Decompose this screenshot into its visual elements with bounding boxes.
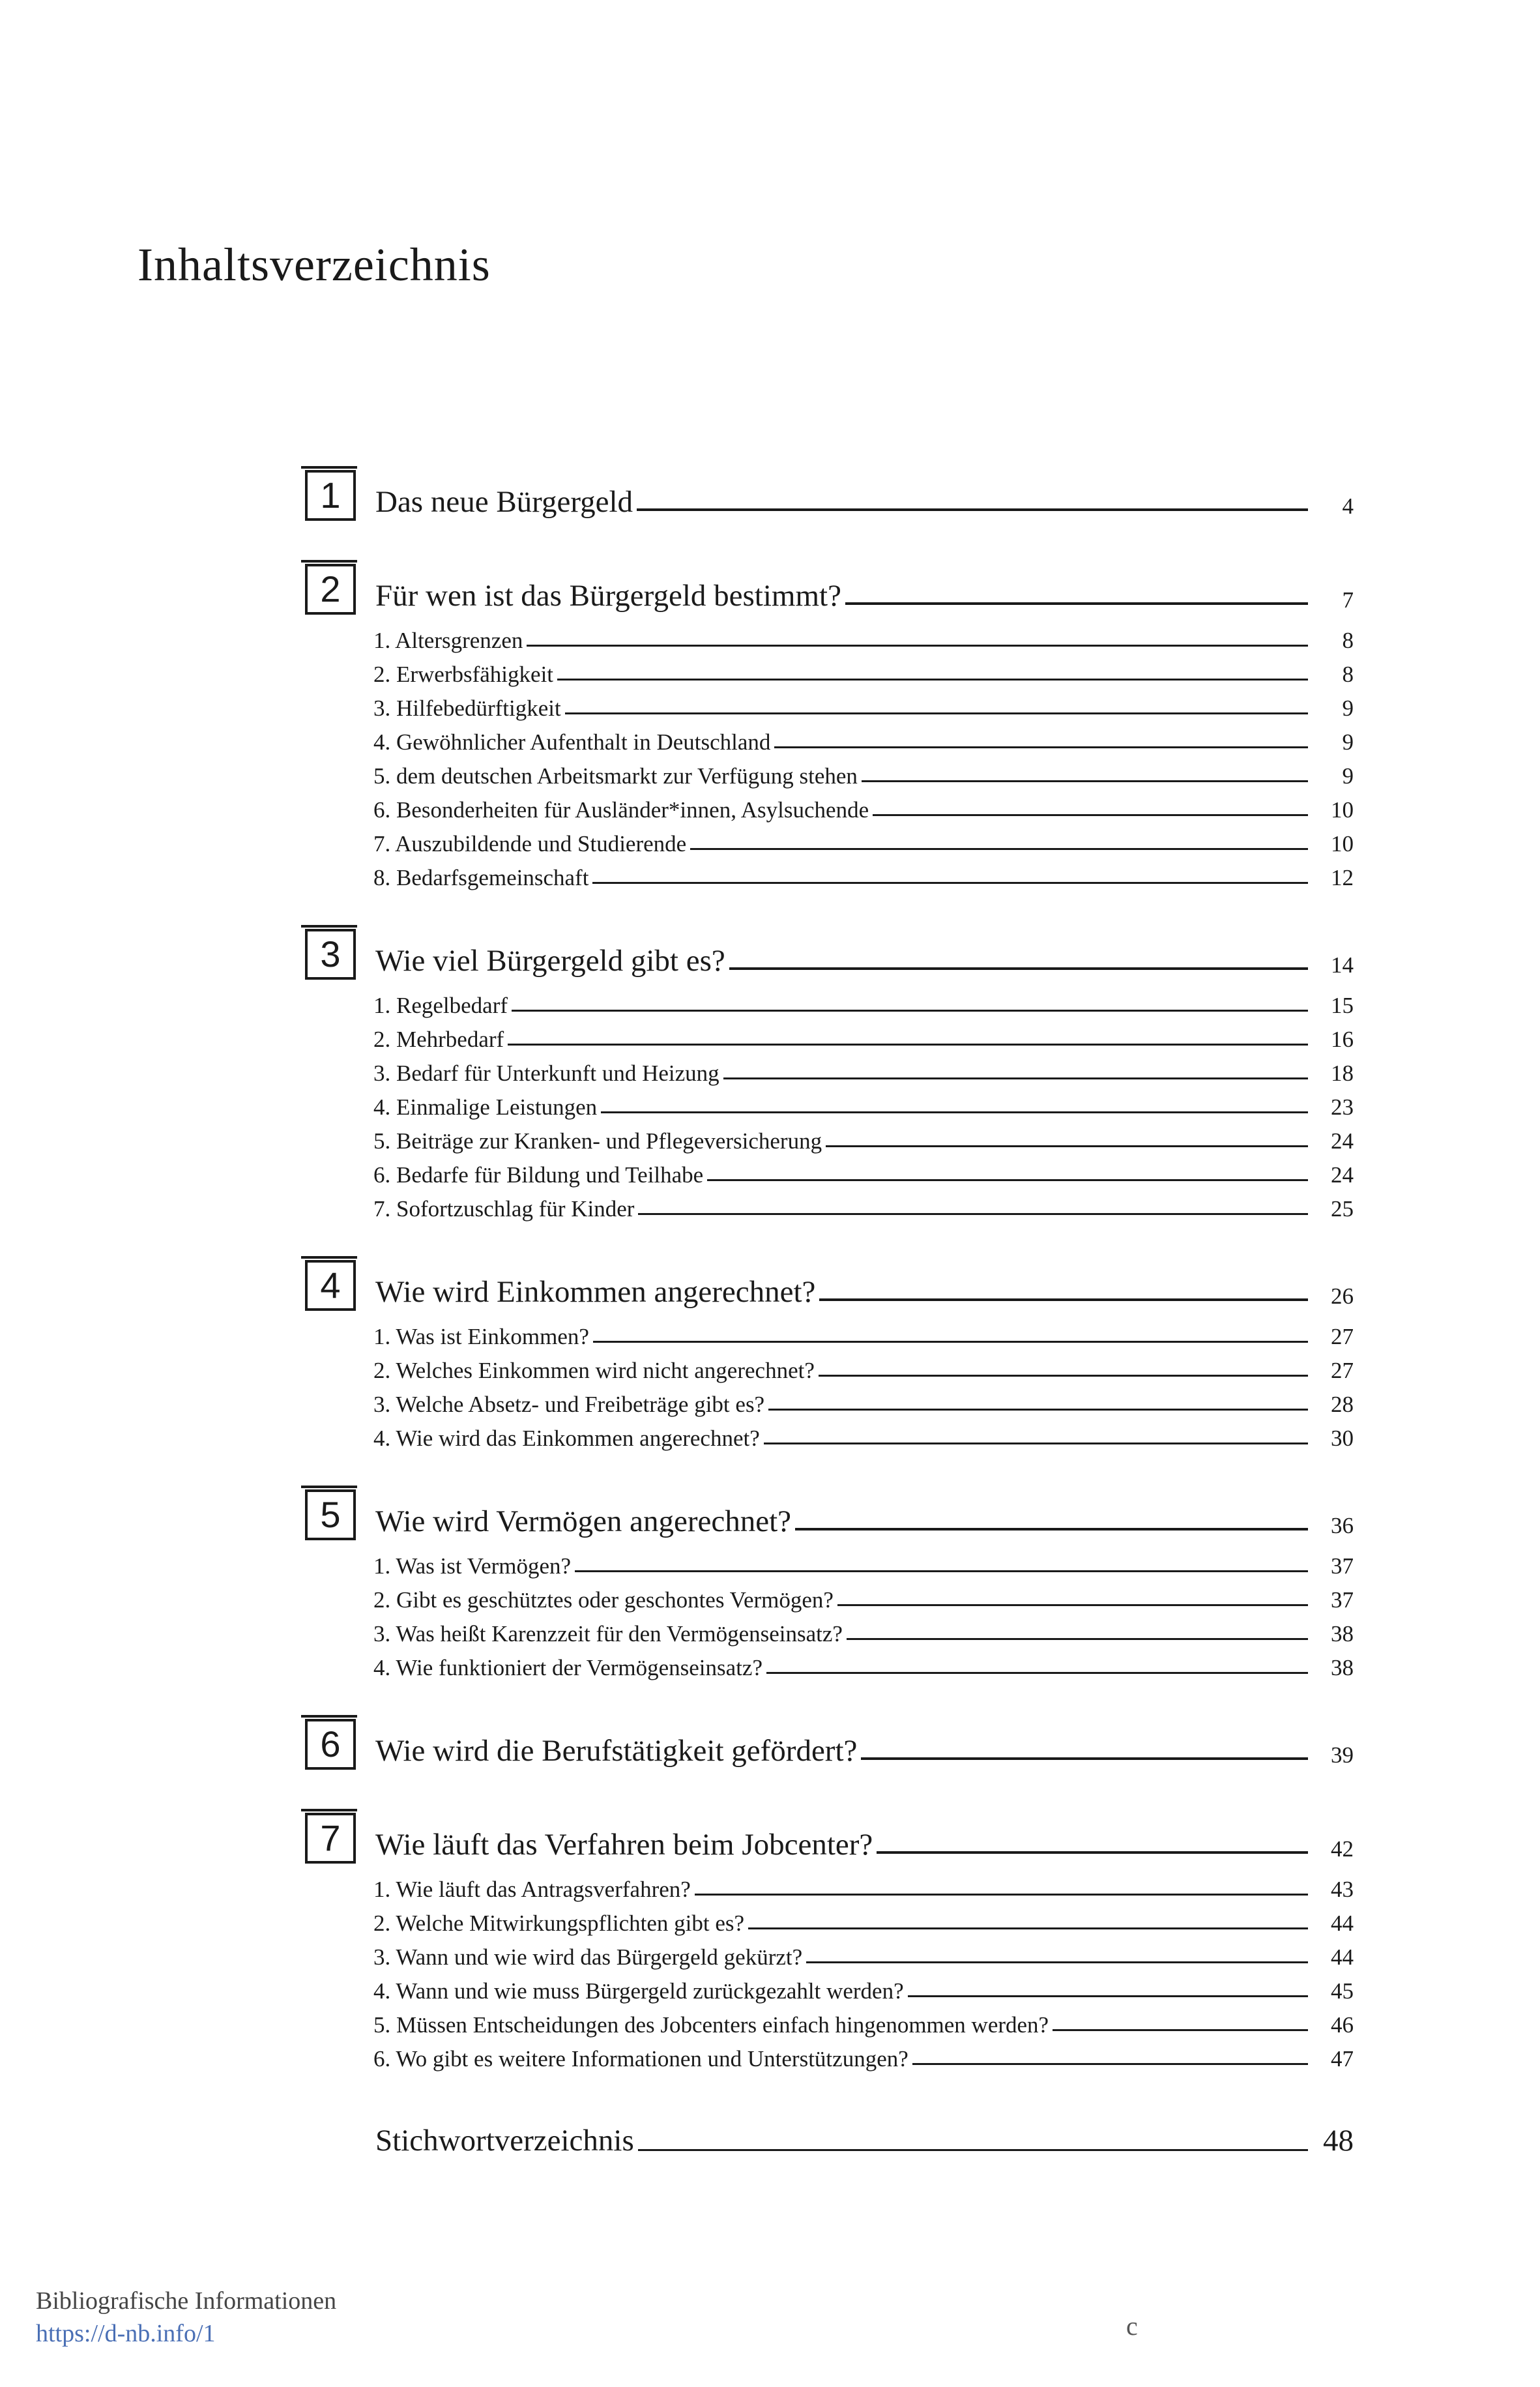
section-title[interactable]: 4. Gewöhnlicher Aufenthalt in Deutschland [373, 729, 771, 755]
chapter-title-row[interactable] [375, 1733, 1354, 1768]
section-page-number: 46 [1331, 2012, 1354, 2038]
leader-line [795, 1528, 1308, 1530]
toc-chapter [301, 1256, 1354, 1452]
section-page-number: 37 [1331, 1553, 1354, 1579]
chapter-title-row[interactable] [375, 943, 1354, 978]
section-page-number: 47 [1331, 2046, 1354, 2072]
chapter-heading[interactable] [301, 560, 1354, 620]
leader-line [638, 2149, 1308, 2151]
footer-link[interactable]: https://d-nb.info/1 [36, 2320, 216, 2347]
section-title[interactable]: 3. Welche Absetz- und Freibeträge gibt es? [373, 1392, 765, 1417]
leader-line [508, 1044, 1308, 1046]
toc-index-entry[interactable] [375, 2106, 1354, 2158]
section-page-number: 27 [1331, 1324, 1354, 1349]
chapter-heading[interactable] [301, 466, 1354, 526]
section-title[interactable]: 1. Was ist Einkommen? [373, 1324, 589, 1349]
section-page-number: 30 [1331, 1426, 1354, 1451]
toc-section-entry[interactable] [373, 2038, 1354, 2072]
footer-line-1: Bibliografische Informationen [36, 2287, 337, 2315]
index-title[interactable]: Stichwortverzeichnis [375, 2124, 634, 2158]
leader-line [908, 1995, 1308, 1997]
section-title[interactable]: 1. Was ist Vermögen? [373, 1553, 572, 1579]
toc-section-entry[interactable] [373, 985, 1354, 1019]
section-title[interactable]: 1. Wie läuft das Antragsverfahren? [373, 1877, 691, 1902]
section-page-number: 8 [1342, 628, 1354, 653]
toc-section-entry[interactable] [373, 1869, 1354, 1903]
leader-line [873, 814, 1308, 816]
chapter-number-box: 4 [305, 1260, 356, 1311]
toc-section-entry[interactable] [373, 1613, 1354, 1647]
leader-line [819, 1298, 1308, 1301]
leader-line [837, 1604, 1308, 1606]
leader-line [729, 967, 1308, 970]
toc-chapter [301, 925, 1354, 1222]
toc-section-entry[interactable] [373, 1053, 1354, 1087]
footer-bibliographic-info [36, 2285, 336, 2350]
chapter-heading[interactable] [301, 1715, 1354, 1775]
section-title[interactable]: 3. Was heißt Karenzzeit für den Vermögenseinsatz? [373, 1621, 843, 1647]
chapter-title-row[interactable] [375, 578, 1354, 613]
chapter-number-bar [301, 466, 357, 469]
chapter-page-number: 36 [1331, 1513, 1354, 1538]
section-title[interactable]: 4. Wann und wie muss Bürgergeld zurückgezahlt werden? [373, 1978, 904, 2004]
chapter-number-bar [301, 1809, 357, 1811]
section-page-number: 23 [1331, 1094, 1354, 1120]
section-page-number: 15 [1331, 993, 1354, 1018]
page-mark: c [1126, 2311, 1138, 2341]
toc-section-entry[interactable] [373, 1903, 1354, 1937]
page-title: Inhaltsverzeichnis [138, 239, 491, 291]
leader-line [819, 1375, 1308, 1377]
toc-section-entry[interactable] [373, 1154, 1354, 1188]
toc-section-entry[interactable] [373, 1937, 1354, 1970]
section-page-number: 18 [1331, 1061, 1354, 1086]
section-title[interactable]: 3. Hilfebedürftigkeit [373, 696, 561, 721]
toc-chapter [301, 1486, 1354, 1681]
chapter-title-row[interactable] [375, 1827, 1354, 1862]
toc-section-entry[interactable] [373, 688, 1354, 722]
toc-section-entry[interactable] [373, 1188, 1354, 1222]
leader-line [637, 508, 1308, 511]
leader-line [861, 1757, 1308, 1760]
chapter-title[interactable]: Wie wird die Berufstätigkeit gefördert? [375, 1734, 858, 1768]
toc-section-entry[interactable] [373, 1019, 1354, 1053]
leader-line [575, 1570, 1308, 1572]
leader-line [764, 1442, 1308, 1444]
section-page-number: 10 [1331, 831, 1354, 857]
section-page-number: 12 [1331, 865, 1354, 890]
section-page-number: 45 [1331, 1978, 1354, 2004]
chapter-page-number: 4 [1342, 493, 1354, 519]
section-title[interactable]: 8. Bedarfsgemeinschaft [373, 865, 589, 890]
chapter-page-number: 42 [1331, 1836, 1354, 1862]
toc-chapter [301, 560, 1354, 891]
section-title[interactable]: 1. Altersgrenzen [373, 628, 523, 653]
chapter-title[interactable]: Wie läuft das Verfahren beim Jobcenter? [375, 1828, 873, 1862]
leader-line [806, 1961, 1308, 1963]
section-page-number: 24 [1331, 1162, 1354, 1188]
leader-line [601, 1111, 1308, 1113]
section-page-number: 16 [1331, 1027, 1354, 1052]
leader-line [695, 1894, 1308, 1896]
section-page-number: 9 [1342, 729, 1354, 755]
leader-line [766, 1672, 1308, 1674]
section-title[interactable]: 4. Wie funktioniert der Vermögenseinsatz? [373, 1655, 763, 1680]
toc-section-entry[interactable] [373, 1120, 1354, 1154]
leader-line [826, 1145, 1308, 1147]
section-title[interactable]: 6. Bedarfe für Bildung und Teilhabe [373, 1162, 704, 1188]
leader-line [707, 1179, 1308, 1181]
section-page-number: 37 [1331, 1587, 1354, 1613]
toc-section-entry[interactable] [373, 654, 1354, 688]
toc-section-entry[interactable] [373, 789, 1354, 823]
section-title[interactable]: 2. Welches Einkommen wird nicht angerechnet? [373, 1358, 815, 1383]
chapter-number-bar [301, 1715, 357, 1718]
chapter-title-row[interactable] [375, 1504, 1354, 1539]
toc-chapter [301, 466, 1354, 526]
toc-chapter [301, 1715, 1354, 1775]
section-title[interactable]: 5. Beiträge zur Kranken- und Pflegeversicherung [373, 1128, 822, 1154]
section-title[interactable]: 1. Regelbedarf [373, 993, 508, 1018]
section-page-number: 27 [1331, 1358, 1354, 1383]
chapter-title[interactable]: Wie viel Bürgergeld gibt es? [375, 944, 725, 978]
leader-line [565, 712, 1308, 714]
toc-section-entry[interactable] [373, 1384, 1354, 1418]
leader-line [748, 1927, 1308, 1929]
chapter-heading[interactable] [301, 1809, 1354, 1869]
chapter-heading[interactable] [301, 925, 1354, 985]
toc-section-entry[interactable] [373, 1545, 1354, 1579]
toc-section-entry[interactable] [373, 1970, 1354, 2004]
toc-section-entry[interactable] [373, 1316, 1354, 1350]
section-page-number: 25 [1331, 1196, 1354, 1222]
leader-line [912, 2063, 1308, 2065]
chapter-title[interactable]: Wie wird Vermögen angerechnet? [375, 1504, 791, 1538]
chapter-number-bar [301, 560, 357, 563]
leader-line [592, 882, 1308, 884]
section-page-number: 44 [1331, 1911, 1354, 1936]
section-page-number: 43 [1331, 1877, 1354, 1902]
leader-line [557, 679, 1308, 681]
chapter-page-number: 14 [1331, 952, 1354, 978]
chapter-number-box: 3 [305, 929, 356, 980]
leader-line [768, 1409, 1308, 1411]
chapter-title-row[interactable] [375, 484, 1354, 520]
section-title[interactable]: 5. Müssen Entscheidungen des Jobcenters einfach hingenommen werden? [373, 2012, 1049, 2038]
leader-line [593, 1341, 1308, 1343]
toc-section-entry[interactable] [373, 1579, 1354, 1613]
section-title[interactable]: 7. Auszubildende und Studierende [373, 831, 687, 857]
chapter-title[interactable]: Wie wird Einkommen angerechnet? [375, 1275, 816, 1309]
toc-chapter [301, 1809, 1354, 2072]
leader-line [845, 602, 1308, 605]
section-page-number: 24 [1331, 1128, 1354, 1154]
section-title[interactable]: 2. Gibt es geschütztes oder geschontes Vermögen? [373, 1587, 834, 1613]
section-page-number: 9 [1342, 763, 1354, 789]
toc-section-entry[interactable] [373, 2004, 1354, 2038]
toc-section-entry[interactable] [373, 1647, 1354, 1681]
section-page-number: 28 [1331, 1392, 1354, 1417]
leader-line [638, 1213, 1308, 1215]
toc-section-entry[interactable] [373, 823, 1354, 857]
chapter-number-box: 6 [305, 1719, 356, 1770]
leader-line [512, 1010, 1308, 1012]
leader-line [690, 848, 1308, 850]
leader-line [847, 1638, 1308, 1640]
toc-section-entry[interactable] [373, 1418, 1354, 1452]
section-page-number: 8 [1342, 662, 1354, 687]
toc-section-entry[interactable] [373, 755, 1354, 789]
chapter-number-bar [301, 1486, 357, 1488]
section-title[interactable]: 3. Bedarf für Unterkunft und Heizung [373, 1061, 719, 1086]
section-title[interactable]: 5. dem deutschen Arbeitsmarkt zur Verfügung stehen [373, 763, 858, 789]
chapter-title[interactable]: Das neue Bürgergeld [375, 485, 633, 519]
chapter-number-bar [301, 925, 357, 928]
leader-line [774, 746, 1308, 748]
chapter-heading[interactable] [301, 1256, 1354, 1316]
section-title[interactable]: 2. Mehrbedarf [373, 1027, 504, 1052]
chapter-number-box: 5 [305, 1489, 356, 1540]
leader-line [862, 780, 1308, 782]
leader-line [723, 1077, 1308, 1079]
section-title[interactable]: 6. Besonderheiten für Ausländer*innen, Asylsuchende [373, 797, 869, 823]
toc-section-entry[interactable] [373, 1087, 1354, 1120]
toc-section-entry[interactable] [373, 857, 1354, 891]
leader-line [1053, 2029, 1308, 2031]
section-title[interactable]: 4. Einmalige Leistungen [373, 1094, 598, 1120]
section-title[interactable]: 4. Wie wird das Einkommen angerechnet? [373, 1426, 760, 1451]
chapter-title-row[interactable] [375, 1274, 1354, 1310]
chapter-page-number: 26 [1331, 1283, 1354, 1309]
chapter-heading[interactable] [301, 1486, 1354, 1545]
section-title[interactable]: 2. Erwerbsfähigkeit [373, 662, 554, 687]
section-page-number: 38 [1331, 1621, 1354, 1647]
toc-section-entry[interactable] [373, 722, 1354, 755]
leader-line [527, 645, 1308, 647]
section-page-number: 10 [1331, 797, 1354, 823]
leader-line [877, 1851, 1308, 1854]
toc-section-entry[interactable] [373, 1350, 1354, 1384]
chapter-number-box: 2 [305, 564, 356, 615]
chapter-page-number: 39 [1331, 1742, 1354, 1768]
section-title[interactable]: 2. Welche Mitwirkungspflichten gibt es? [373, 1911, 745, 1936]
table-of-contents [301, 466, 1354, 2158]
section-page-number: 44 [1331, 1944, 1354, 1970]
section-page-number: 38 [1331, 1655, 1354, 1680]
toc-section-entry[interactable] [373, 620, 1354, 654]
section-title[interactable]: 3. Wann und wie wird das Bürgergeld gekürzt? [373, 1944, 803, 1970]
chapter-title[interactable]: Für wen ist das Bürgergeld bestimmt? [375, 579, 841, 613]
section-page-number: 9 [1342, 696, 1354, 721]
chapter-number-box: 7 [305, 1813, 356, 1864]
section-title[interactable]: 7. Sofortzuschlag für Kinder [373, 1196, 635, 1222]
index-page-number: 48 [1323, 2124, 1354, 2158]
section-title[interactable]: 6. Wo gibt es weitere Informationen und Unterstützungen? [373, 2046, 908, 2072]
chapter-number-bar [301, 1256, 357, 1259]
chapter-number-box: 1 [305, 470, 356, 521]
chapter-page-number: 7 [1342, 587, 1354, 613]
